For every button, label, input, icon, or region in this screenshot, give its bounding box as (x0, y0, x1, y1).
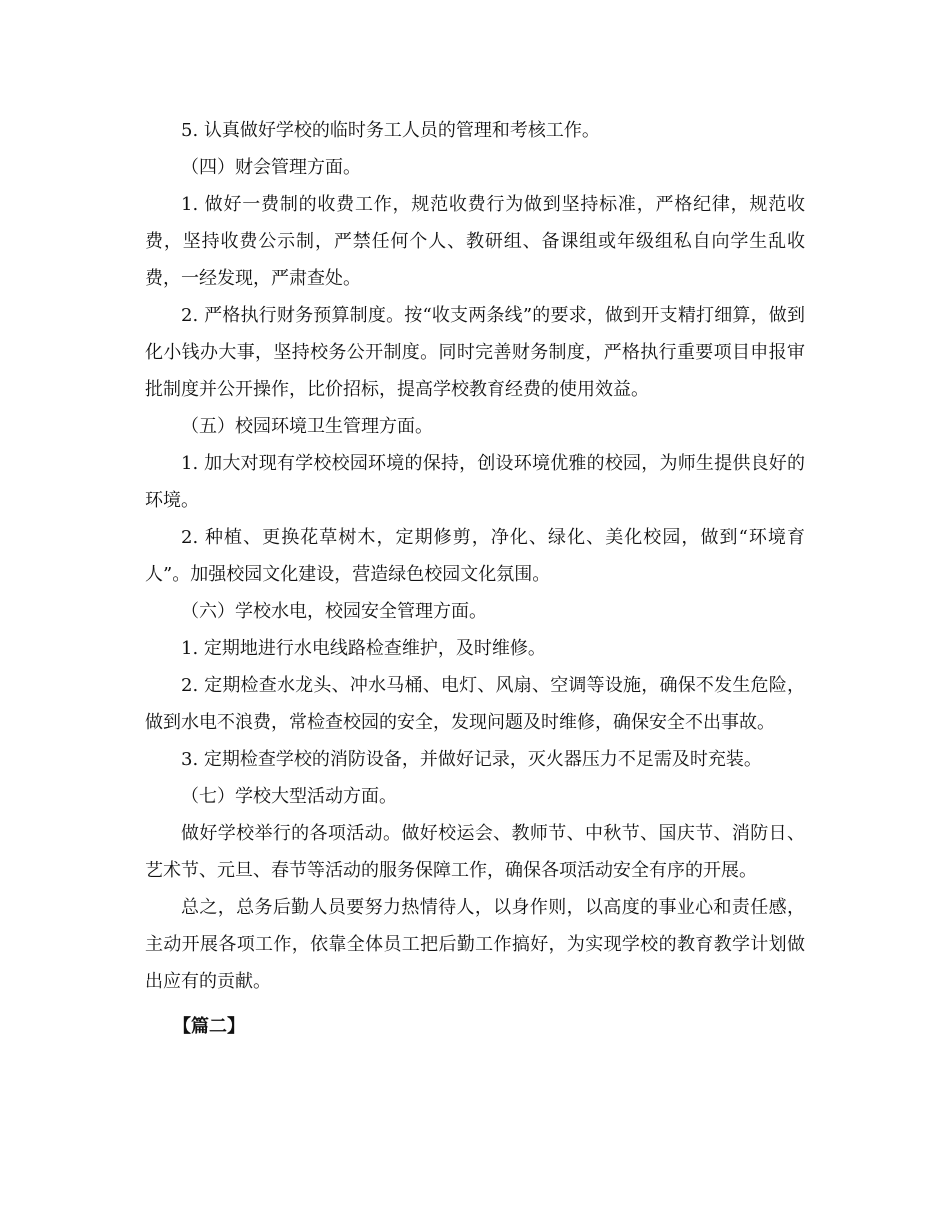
paragraph-planting-trees: 2. 种植、更换花草树木，定期修剪，净化、绿化、美化校园，做到“环境育人”。加强校园文化建设，营造绿色校园文化氛围。 (145, 527, 805, 585)
paragraph-activities-support: 做好学校举行的各项活动。做好校运会、教师节、中秋节、国庆节、消防日、艺术节、元旦、春节等活动的服务保障工作，确保各项活动安全有序的开展。 (145, 823, 805, 881)
paragraph-item-5-temp-staff: 5. 认真做好学校的临时务工人员的管理和考核工作。 (181, 120, 600, 141)
paragraph-line-inspection: 1. 定期地进行水电线路检查维护，及时维修。 (181, 638, 546, 659)
paragraph-fee-system: 1. 做好一费制的收费工作，规范收费行为做到坚持标准，严格纪律，规范收费，坚持收费公示制，严禁任何个人、教研组、备课组或年级组私自向学生乱收费，一经发现，严肃查处。 (145, 194, 805, 289)
paragraph-summary: 总之，总务后勤人员要努力热情待人，以身作则，以高度的事业心和责任感，主动开展各项工作，依靠全体员工把后勤工作搞好，为实现学校的教育教学计划做出应有的贡献。 (145, 897, 805, 992)
section-heading-large-activities: （七）学校大型活动方面。 (181, 786, 397, 807)
paragraph-facility-check: 2. 定期检查水龙头、冲水马桶、电灯、风扇、空调等设施，确保不发生危险，做到水电不浪费，常检查校园的安全，发现问题及时维修，确保安全不出事故。 (145, 675, 805, 733)
section-heading-finance: （四）财会管理方面。 (181, 157, 361, 178)
paragraph-budget-system: 2. 严格执行财务预算制度。按“收支两条线”的要求，做到开支精打细算，做到化小钱办大事，坚持校务公开制度。同时完善财务制度，严格执行重要项目申报审批制度并公开操作，比价招标，提高学校教育经费的使用效益。 (145, 305, 805, 400)
section-heading-water-electric-safety: （六）学校水电，校园安全管理方面。 (181, 601, 487, 622)
paragraph-environment-maintain: 1. 加大对现有学校校园环境的保持，创设环境优雅的校园，为师生提供良好的环境。 (145, 453, 805, 511)
document-body (145, 112, 805, 1045)
section-marker-part-two: 【篇二】 (173, 1016, 245, 1037)
section-heading-campus-environment: （五）校园环境卫生管理方面。 (181, 416, 433, 437)
paragraph-fire-equipment: 3. 定期检查学校的消防设备，并做好记录，灭火器压力不足需及时充装。 (181, 749, 762, 770)
